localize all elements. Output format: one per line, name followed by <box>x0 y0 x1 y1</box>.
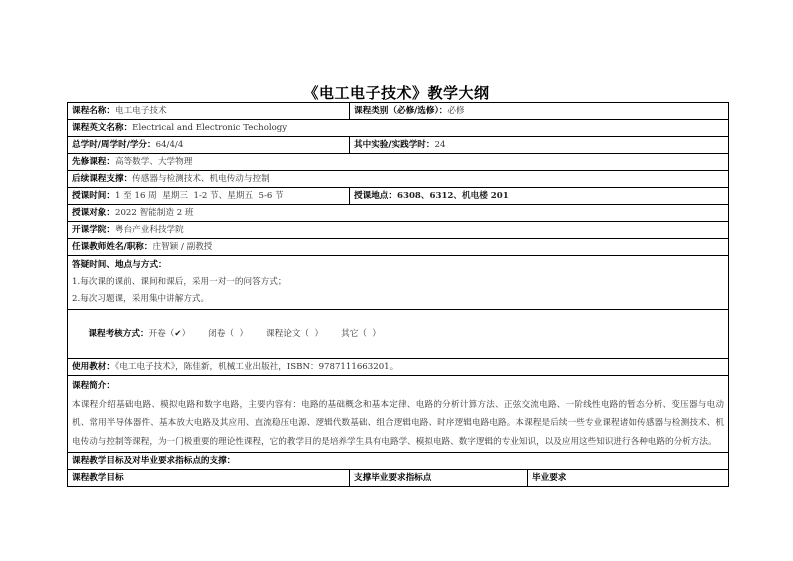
cell-course-name <box>68 103 350 120</box>
column-header-objectives <box>68 470 350 487</box>
hours-label: 总学时/周学时/学分： <box>72 140 156 150</box>
cell-lab-hours <box>350 137 729 154</box>
teacher-value: 庄智颖 / 副教授 <box>152 242 213 252</box>
intro-text: 本课程介绍基础电路、模拟电路和数字电路，主要内容有：电路的基础概念和基本定律、电路的分析计算方法、正弦交流电路、一阶线性电路的暂态分析、变压器与电动机、常用半导体器件、基本放大电路及其应用、直流稳压电源、逻辑代数基础、组合逻辑电路、时序逻辑电路电路。本课程是后续一些专业课程诸如传感器与检测技术、机电传动与控制等课程，为一门极重要的理论性课程，它的教学目的是培养学生具有电路学、模拟电路、数字逻辑的专业知识，以及应用这些知识进行各种电路的分析方法。 <box>72 399 725 447</box>
course-name-value: 电工电子技术 <box>114 106 167 116</box>
cell-schedule <box>68 188 350 205</box>
cell-assessment <box>68 310 729 359</box>
intro-label: 课程简介： <box>72 381 115 391</box>
english-name-label: 课程英文名称： <box>72 123 133 133</box>
objectives-header-label: 课程教学目标及对毕业要求指标点的支撑： <box>72 456 236 466</box>
cell-teacher <box>68 239 729 256</box>
office-hours-line-1: 1.每次课的课前、课间和课后，采用一对一的问答方式； <box>72 277 287 287</box>
requirements-col-label: 毕业要求 <box>532 473 567 483</box>
course-name-label: 课程名称： <box>72 106 115 116</box>
audience-label: 授课对象： <box>72 208 115 218</box>
cell-follow-up <box>68 171 729 188</box>
cell-english-name <box>68 120 729 137</box>
cell-textbook <box>68 359 729 376</box>
row-audience <box>68 205 729 222</box>
schedule-value: 1 至 16 周 星期三 1-2 节、星期五 5-6 节 <box>114 191 284 201</box>
row-prerequisites <box>68 154 729 171</box>
objectives-col-label: 课程教学目标 <box>72 473 124 483</box>
cell-college <box>68 222 729 239</box>
open-book-label: 开卷（ <box>148 329 175 339</box>
assessment-option-other[interactable] <box>341 329 381 339</box>
row-assessment <box>68 310 729 359</box>
other-close: ） <box>372 329 381 339</box>
assessment-option-open-book[interactable] <box>149 329 191 339</box>
cell-audience <box>68 205 729 222</box>
row-college <box>68 222 729 239</box>
follow-up-label: 后续课程支撑： <box>72 174 133 184</box>
textbook-label: 使用教材： <box>72 362 115 372</box>
row-teacher <box>68 239 729 256</box>
english-name-value: Electrical and Electronic Techology <box>132 123 288 133</box>
cell-intro <box>68 376 729 453</box>
indicators-col-label: 支撑毕业要求指标点 <box>354 473 432 483</box>
column-header-indicators <box>350 470 528 487</box>
row-english-name <box>68 120 729 137</box>
row-objectives-header <box>68 453 729 470</box>
row-schedule <box>68 188 729 205</box>
row-textbook <box>68 359 729 376</box>
row-hours <box>68 137 729 154</box>
follow-up-value: 传感器与检测技术、机电传动与控制 <box>132 174 270 184</box>
prerequisites-label: 先修课程： <box>72 157 115 167</box>
other-label: 其它（ <box>341 329 367 339</box>
office-hours-line-2: 2.每次习题课，采用集中讲解方式。 <box>72 294 210 304</box>
document-title: 《电工电子技术》教学大纲 <box>303 84 490 102</box>
lab-hours-value: 24 <box>434 140 446 150</box>
row-intro <box>68 376 729 453</box>
cell-office-hours <box>68 256 729 310</box>
lab-hours-label: 其中实验/实践学时： <box>354 140 435 150</box>
cell-prerequisites <box>68 154 729 171</box>
row-office-hours <box>68 256 729 310</box>
column-header-requirements <box>528 470 729 487</box>
assessment-option-paper[interactable] <box>266 329 323 339</box>
assessment-option-closed-book[interactable] <box>208 329 248 339</box>
hours-value: 64/4/4 <box>155 140 184 150</box>
row-objectives-columns <box>68 470 729 487</box>
textbook-value: 《电工电子技术》，陈佳新，机械工业出版社，ISBN：9787111663201。 <box>114 362 399 372</box>
course-type-value: 必修 <box>447 106 465 116</box>
cell-objectives-header <box>68 453 729 470</box>
office-hours-label: 答疑时间、地点与方式： <box>72 260 167 270</box>
checkmark-icon: ✔ <box>174 329 182 339</box>
paper-label: 课程论文（ <box>266 329 310 339</box>
syllabus-table <box>67 102 729 487</box>
paper-close: ） <box>314 329 324 339</box>
course-type-label: 课程类别（必修/选修）： <box>354 106 448 116</box>
closed-book-close: ） <box>239 329 249 339</box>
teacher-label: 任课教师姓名/职称： <box>72 242 153 252</box>
college-label: 开课学院： <box>72 225 115 235</box>
college-value: 粤台产业科技学院 <box>114 225 184 235</box>
closed-book-label: 闭卷（ <box>208 329 234 339</box>
row-course-name <box>68 103 729 120</box>
prerequisites-value: 高等数学、大学物理 <box>114 157 193 167</box>
assessment-label: 课程考核方式： <box>88 329 149 339</box>
location-label: 授课地点： <box>354 191 397 201</box>
row-follow-up <box>68 171 729 188</box>
open-book-close: ） <box>181 329 191 339</box>
cell-course-type <box>350 103 729 120</box>
audience-value: 2022 智能制造 2 班 <box>114 208 194 218</box>
location-value: 6308、6312、机电楼 201 <box>396 191 509 201</box>
cell-location <box>350 188 729 205</box>
cell-hours <box>68 137 350 154</box>
schedule-label: 授课时间： <box>72 191 115 201</box>
